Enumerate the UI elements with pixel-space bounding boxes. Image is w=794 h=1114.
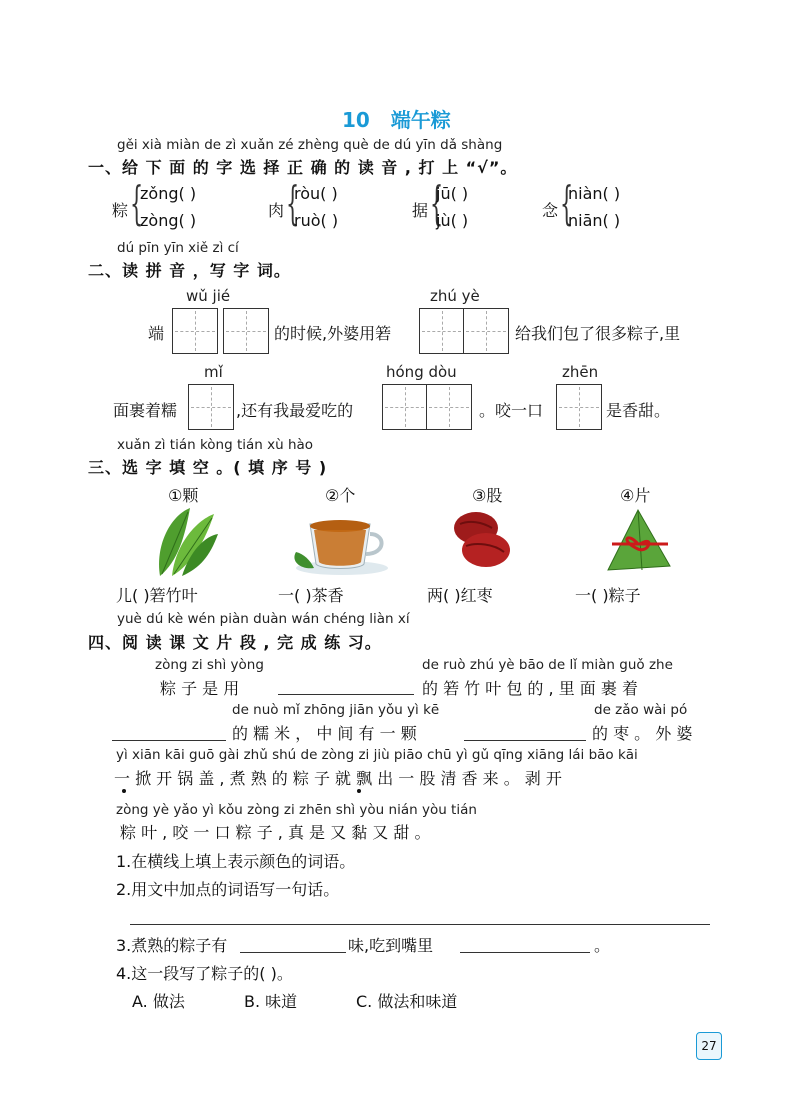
passage-text: 的 箬 竹 叶 包 的 , 里 面 裹 着 — [422, 679, 638, 698]
emphasis-dot — [122, 789, 126, 793]
writing-grid[interactable] — [188, 384, 234, 430]
task-1: 1.在横线上填上表示颜色的词语。 — [116, 852, 356, 871]
task-3-b: 味,吃到嘴里 — [348, 936, 434, 955]
answer-line[interactable] — [130, 906, 710, 925]
choice-c[interactable]: C. 做法和味道 — [356, 992, 458, 1011]
answer-blank[interactable] — [464, 722, 586, 741]
q1-option[interactable]: ròu( ) — [294, 184, 338, 203]
brace-icon: { — [430, 176, 444, 230]
tea-cup-image — [290, 504, 394, 576]
q1-char: 念 — [542, 201, 559, 220]
passage-pinyin: zòng yè yǎo yì kǒu zòng zi zhēn shì yòu nián yòu tián — [116, 802, 477, 818]
q2-text: 的时候,外婆用箬 — [274, 324, 392, 343]
pinyin-hint: hóng dòu — [386, 363, 457, 381]
answer-blank[interactable] — [278, 676, 414, 695]
q4-heading: 四、阅 读 课 文 片 段 , 完 成 练 习。 — [88, 633, 382, 652]
q1-option[interactable]: niàn( ) — [568, 184, 621, 203]
q2-pinyin: dú pīn yīn xiě zì cí — [117, 240, 239, 256]
writing-grid[interactable] — [172, 308, 218, 354]
q3-blank[interactable]: 一( )茶香 — [278, 586, 344, 605]
passage-text: 的 糯 米 ， 中 间 有 一 颗 — [232, 724, 417, 743]
q3-pinyin: xuǎn zì tián kòng tián xù hào — [117, 437, 314, 453]
q3-option: ④片 — [620, 486, 651, 505]
brace-icon: { — [130, 176, 144, 230]
q3-option: ③股 — [472, 486, 503, 505]
q3-option: ①颗 — [168, 486, 199, 505]
q3-blank[interactable]: 一( )粽子 — [575, 586, 641, 605]
brace-icon: { — [560, 176, 574, 230]
zongzi-image — [598, 504, 676, 576]
page-number: 27 — [696, 1032, 722, 1060]
q3-heading: 三、选 字 填 空 。( 填 序 号 ) — [88, 458, 328, 477]
q4-pinyin: yuè dú kè wén piàn duàn wán chéng liàn xí — [117, 611, 410, 627]
choice-b[interactable]: B. 味道 — [244, 992, 298, 1011]
q1-option[interactable]: niān( ) — [568, 211, 621, 230]
passage-text: 粽 子 是 用 — [160, 679, 240, 698]
task-3-c: 。 — [594, 936, 611, 955]
writing-grid[interactable] — [556, 384, 602, 430]
pinyin-hint: mǐ — [204, 363, 223, 381]
task-2: 2.用文中加点的词语写一句话。 — [116, 880, 340, 899]
choice-a[interactable]: A. 做法 — [132, 992, 185, 1011]
passage-pinyin: de nuò mǐ zhōng jiān yǒu yì kē — [232, 702, 440, 718]
q3-blank[interactable]: 儿( )箬竹叶 — [116, 586, 198, 605]
q2-text: ,还有我最爱吃的 — [236, 401, 354, 420]
q1-pinyin: gěi xià miàn de zì xuǎn zé zhèng què de dú yīn dǎ shàng — [117, 137, 503, 153]
passage-pinyin: zòng zi shì yòng — [155, 657, 264, 673]
q2-heading: 二、读 拼 音 ，写 字 词。 — [88, 261, 291, 280]
passage-pinyin: de ruò zhú yè bāo de lǐ miàn guǒ zhe — [422, 657, 673, 673]
bamboo-leaves-image — [150, 506, 220, 578]
q2-text: 是香甜。 — [606, 401, 671, 420]
q2-text: 给我们包了很多粽子,里 — [515, 324, 681, 343]
writing-grid[interactable] — [382, 384, 472, 430]
writing-grid[interactable] — [419, 308, 509, 354]
task-3-a: 3.煮熟的粽子有 — [116, 936, 228, 955]
q2-text: 。咬一口 — [479, 401, 544, 420]
q2-text: 面裹着糯 — [113, 401, 178, 420]
pinyin-hint: wǔ jié — [186, 287, 231, 305]
brace-icon: { — [286, 176, 300, 230]
answer-blank[interactable] — [112, 722, 226, 741]
passage-pinyin: de zǎo wài pó — [594, 702, 688, 718]
passage-text: 一 掀 开 锅 盖 , 煮 熟 的 粽 子 就 飘 出 一 股 清 香 来 。 剥 开 — [114, 769, 562, 788]
q2-text: 端 — [148, 324, 165, 343]
answer-blank[interactable] — [240, 934, 346, 953]
red-dates-image — [446, 506, 514, 570]
q1-char: 粽 — [112, 201, 129, 220]
q1-char: 肉 — [268, 201, 285, 220]
passage-pinyin: yì xiān kāi guō gài zhǔ shú de zòng zi jiù piāo chū yì gǔ qīng xiāng lái bāo kāi — [116, 747, 638, 763]
q1-heading: 一、给 下 面 的 字 选 择 正 确 的 读 音 , 打 上 “√”。 — [88, 158, 518, 177]
pinyin-hint: zhēn — [562, 363, 599, 381]
pinyin-hint: zhú yè — [430, 287, 480, 305]
q1-option[interactable]: zǒng( ) — [140, 184, 197, 203]
lesson-name: 端午粽 — [390, 108, 451, 132]
lesson-title — [342, 104, 451, 133]
q1-option[interactable]: jū( ) — [436, 184, 469, 203]
task-4: 4.这一段写了粽子的( )。 — [116, 964, 293, 983]
lesson-number: 10 — [342, 108, 370, 132]
q1-char: 据 — [412, 201, 429, 220]
q1-option[interactable]: zòng( ) — [140, 211, 197, 230]
answer-blank[interactable] — [460, 934, 590, 953]
q1-option[interactable]: ruò( ) — [294, 211, 339, 230]
passage-text: 粽 叶 , 咬 一 口 粽 子 , 真 是 又 黏 又 甜 。 — [120, 823, 431, 842]
writing-grid[interactable] — [223, 308, 269, 354]
passage-text: 的 枣 。 外 婆 — [592, 724, 693, 743]
q3-option: ②个 — [325, 486, 356, 505]
q1-option[interactable]: jù( ) — [436, 211, 469, 230]
q3-blank[interactable]: 两( )红枣 — [427, 586, 493, 605]
emphasis-dot — [357, 789, 361, 793]
